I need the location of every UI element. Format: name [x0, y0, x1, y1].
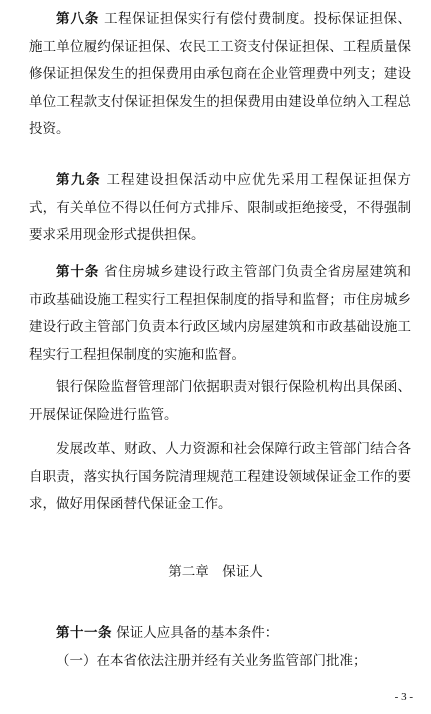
article-11-item-1: （一）在本省依法注册并经有关业务监管部门批准；	[56, 653, 367, 669]
article-9-text: 工程建设担保活动中应优先采用工程保证担保方式，有关单位不得以任何方式排斥、限制或拒绝接受，不得强制要求采用现金形式提供担保。	[29, 172, 412, 243]
article-10-text: 省住房城乡建设行政主管部门负责全省房屋建筑和市政基础设施工程实行工程担保制度的指导和监督；市住房城乡建设行政主管部门负责本行政区域内房屋建筑和市政基础设施工程实行工程担保制度的实施和监督。	[29, 264, 412, 363]
paragraph-banking-supervision: 银行保险监督管理部门依据职责对银行保险机构出具保函、开展保证保险进行监管。	[29, 379, 411, 423]
article-9-number: 第九条	[56, 172, 102, 188]
article-8-text: 工程保证担保实行有偿付费制度。投标保证担保、施工单位履约保证担保、农民工工资支付保证担保、工程质量保修保证担保发生的担保费用由承包商在企业管理费中列支；建设单位工程款支付保证担保发生的担保费用由建设单位纳入工程总投资。	[29, 11, 412, 137]
article-8	[29, 6, 411, 144]
page-number: - 3 -	[394, 691, 413, 703]
article-10-number: 第十条	[56, 264, 100, 280]
article-11-number: 第十一条	[56, 625, 112, 641]
chapter-title: 第二章 保证人	[168, 564, 263, 580]
article-11-text: 保证人应具备的基本条件：	[116, 625, 279, 641]
article-8-number: 第八条	[56, 11, 100, 27]
article-10	[29, 259, 411, 369]
article-9	[29, 167, 411, 250]
paragraph-development-reform: 发展改革、财政、人力资源和社会保障行政主管部门结合各自职责，落实执行国务院清理规范工程建设领域保证金工作的要求，做好用保函替代保证金工作。	[29, 441, 411, 512]
article-11	[29, 620, 411, 648]
